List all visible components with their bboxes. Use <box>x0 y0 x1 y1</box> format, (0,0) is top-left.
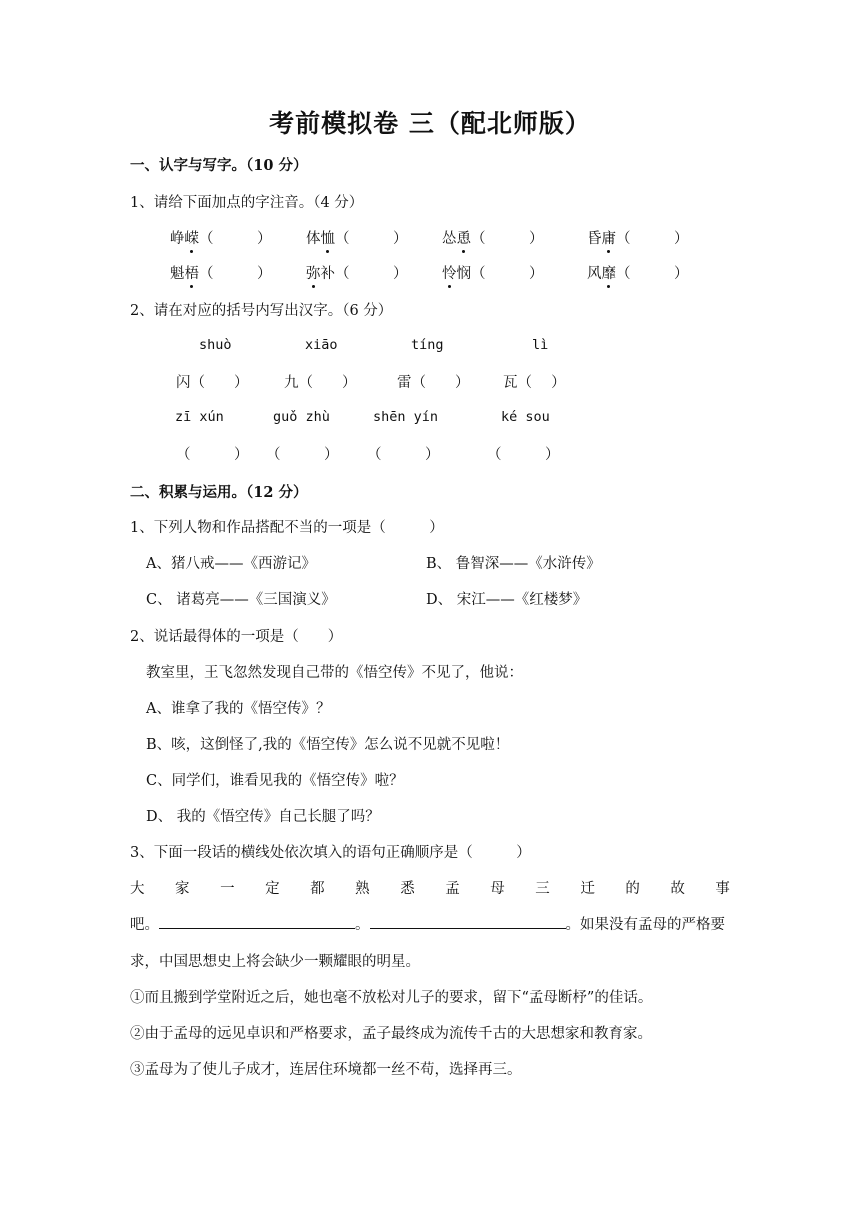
answer-parens: （ ） <box>266 447 339 463</box>
option-c: C、同学们，谁看见我的《悟空传》啦？ <box>146 773 404 789</box>
passage-char: 家 <box>175 881 190 897</box>
option-d: D、 我的《悟空传》自己长腿了吗？ <box>146 809 380 825</box>
passage-char: 母 <box>490 881 505 897</box>
option-b: B、咳，这倒怪了,我的《悟空传》怎么说不见就不见啦！ <box>146 737 510 753</box>
passage-line-3: 求，中国思想史上将会缺少一颗耀眼的明星。 <box>130 954 420 970</box>
passage-char: 熟 <box>355 881 370 897</box>
pinyin-label: xiāo <box>305 337 338 353</box>
word-item: 风靡（ ） <box>587 262 689 283</box>
passage-char: 一 <box>220 881 235 897</box>
fill-blank-2[interactable] <box>370 914 566 929</box>
passage-char: 悉 <box>400 881 415 897</box>
question-2-3-prompt: 3、下面一段话的横线处依次填入的语句正确顺序是（ ） <box>130 845 531 861</box>
char-blank: 瓦（ ） <box>503 375 566 391</box>
char-blank: 雷（ ） <box>397 375 470 391</box>
pinyin-label: ké sou <box>501 409 550 425</box>
word-item: 体恤（ ） <box>306 227 408 248</box>
question-2-2-prompt: 2、说话最得体的一项是（ ） <box>130 629 343 645</box>
word-item: 弥补（ ） <box>306 262 408 283</box>
option-d: D、 宋江——《红楼梦》 <box>426 592 588 608</box>
passage-char: 故 <box>670 881 685 897</box>
passage-char: 事 <box>715 881 730 897</box>
question-1-1-prompt: 1、请给下面加点的字注音。（4 分） <box>130 195 364 211</box>
passage-char: 都 <box>310 881 325 897</box>
word-item: 魁梧（ ） <box>170 262 272 283</box>
passage-char: 孟 <box>445 881 460 897</box>
page-title: 考前模拟卷 三（配北师版） <box>269 109 591 138</box>
passage-char: 三 <box>535 881 550 897</box>
option-a: A、猪八戒——《西游记》 <box>146 556 316 572</box>
passage-char: 的 <box>625 881 640 897</box>
answer-parens: （ ） <box>367 447 440 463</box>
sentence-2: ②由于孟母的远见卓识和严格要求，孟子最终成为流传千古的大思想家和教育家。 <box>130 1026 652 1042</box>
word-item: 昏庸（ ） <box>587 227 689 248</box>
answer-parens: （ ） <box>176 447 249 463</box>
section-heading-2: 二、积累与运用。（12 分） <box>130 484 308 501</box>
question-2-1-prompt: 1、下列人物和作品搭配不当的一项是（ ） <box>130 520 444 536</box>
question-context: 教室里，王飞忽然发现自己带的《悟空传》不见了，他说： <box>146 665 523 681</box>
passage-line-1 <box>130 877 730 898</box>
passage-char: 定 <box>265 881 280 897</box>
pinyin-label: zī xún <box>175 409 224 425</box>
word-item: 怜悯（ ） <box>442 262 544 283</box>
option-a: A、谁拿了我的《悟空传》？ <box>146 701 331 717</box>
passage-char: 迁 <box>580 881 595 897</box>
section-heading-1: 一、认字与写字。（10 分） <box>130 157 308 174</box>
char-blank: 九（ ） <box>284 375 357 391</box>
word-item: 怂恿（ ） <box>442 227 544 248</box>
option-b: B、 鲁智深——《水浒传》 <box>426 556 601 572</box>
pinyin-label: lì <box>532 337 549 353</box>
option-c: C、 诸葛亮——《三国演义》 <box>146 592 336 608</box>
pinyin-label: shuò <box>199 337 232 353</box>
passage-line-2: 吧。 。 。如果没有孟母的严格要 <box>130 913 725 934</box>
pinyin-label: shēn yín <box>373 409 439 425</box>
fill-blank-1[interactable] <box>159 914 355 929</box>
word-item: 峥嵘（ ） <box>170 227 272 248</box>
sentence-1: ①而且搬到学堂附近之后，她也毫不放松对儿子的要求，留下“孟母断杼”的佳话。 <box>130 990 653 1006</box>
pinyin-label: tíng <box>411 337 444 353</box>
char-blank: 闪（ ） <box>176 375 249 391</box>
question-1-2-prompt: 2、请在对应的括号内写出汉字。（6 分） <box>130 303 393 319</box>
answer-parens: （ ） <box>487 447 560 463</box>
pinyin-label: guǒ zhù <box>273 409 330 425</box>
passage-char: 大 <box>130 881 145 897</box>
sentence-3: ③孟母为了使儿子成才，连居住环境都一丝不苟，选择再三。 <box>130 1062 522 1078</box>
